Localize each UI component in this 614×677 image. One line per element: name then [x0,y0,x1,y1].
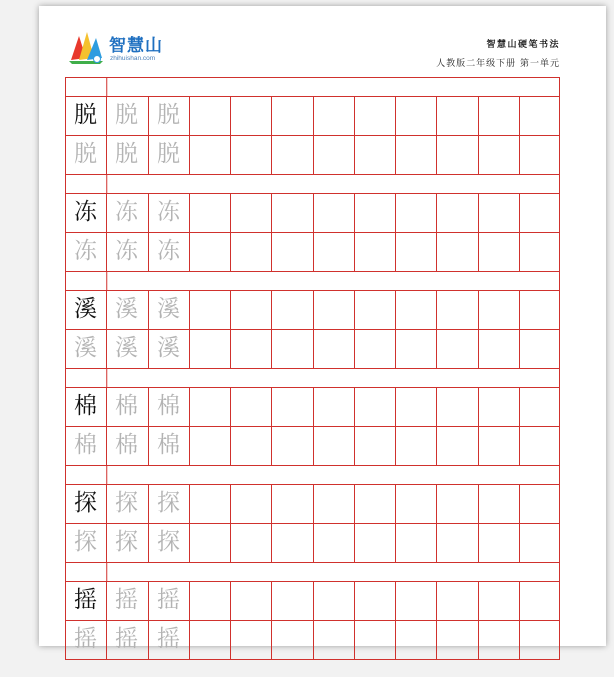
trace-character: 脱 [157,102,180,128]
worksheet-page [39,6,606,652]
trace-character: 棉 [74,432,97,458]
trace-character: 棉 [157,393,180,419]
header-subtitle: 人教版二年级下册 第一单元 [436,59,560,69]
trace-character: 溪 [74,335,97,361]
trace-character: 摇 [157,587,180,613]
trace-character: 摇 [157,626,180,652]
trace-character: 探 [157,529,180,555]
trace-character: 探 [115,529,138,555]
logo-text: 智慧山 [109,36,163,56]
brand-logo [67,28,177,68]
trace-character: 冻 [74,238,97,264]
trace-character: 溪 [115,296,138,322]
header-title: 智慧山硬笔书法 [486,40,560,50]
model-character: 棉 [74,393,97,419]
trace-character: 溪 [157,335,180,361]
logo-url: zhihuishan.com [110,55,156,62]
trace-character: 探 [157,490,180,516]
trace-character: 摇 [115,587,138,613]
trace-character: 棉 [115,393,138,419]
trace-character: 冻 [115,199,138,225]
practice-grid [65,77,560,677]
model-character: 冻 [74,199,97,225]
trace-character: 摇 [115,626,138,652]
book-logo-icon [67,30,105,64]
trace-character: 冻 [157,238,180,264]
model-character: 脱 [74,102,97,128]
trace-character: 摇 [74,626,97,652]
trace-character: 溪 [157,296,180,322]
model-character: 摇 [74,587,97,613]
trace-character: 棉 [157,432,180,458]
model-character: 溪 [74,296,97,322]
trace-character: 探 [74,529,97,555]
trace-character: 脱 [157,141,180,167]
trace-character: 脱 [74,141,97,167]
trace-character: 探 [115,490,138,516]
trace-character: 溪 [115,335,138,361]
trace-character: 脱 [115,141,138,167]
model-character: 探 [74,490,97,516]
trace-character: 脱 [115,102,138,128]
trace-character: 棉 [115,432,138,458]
trace-character: 冻 [115,238,138,264]
trace-character: 冻 [157,199,180,225]
